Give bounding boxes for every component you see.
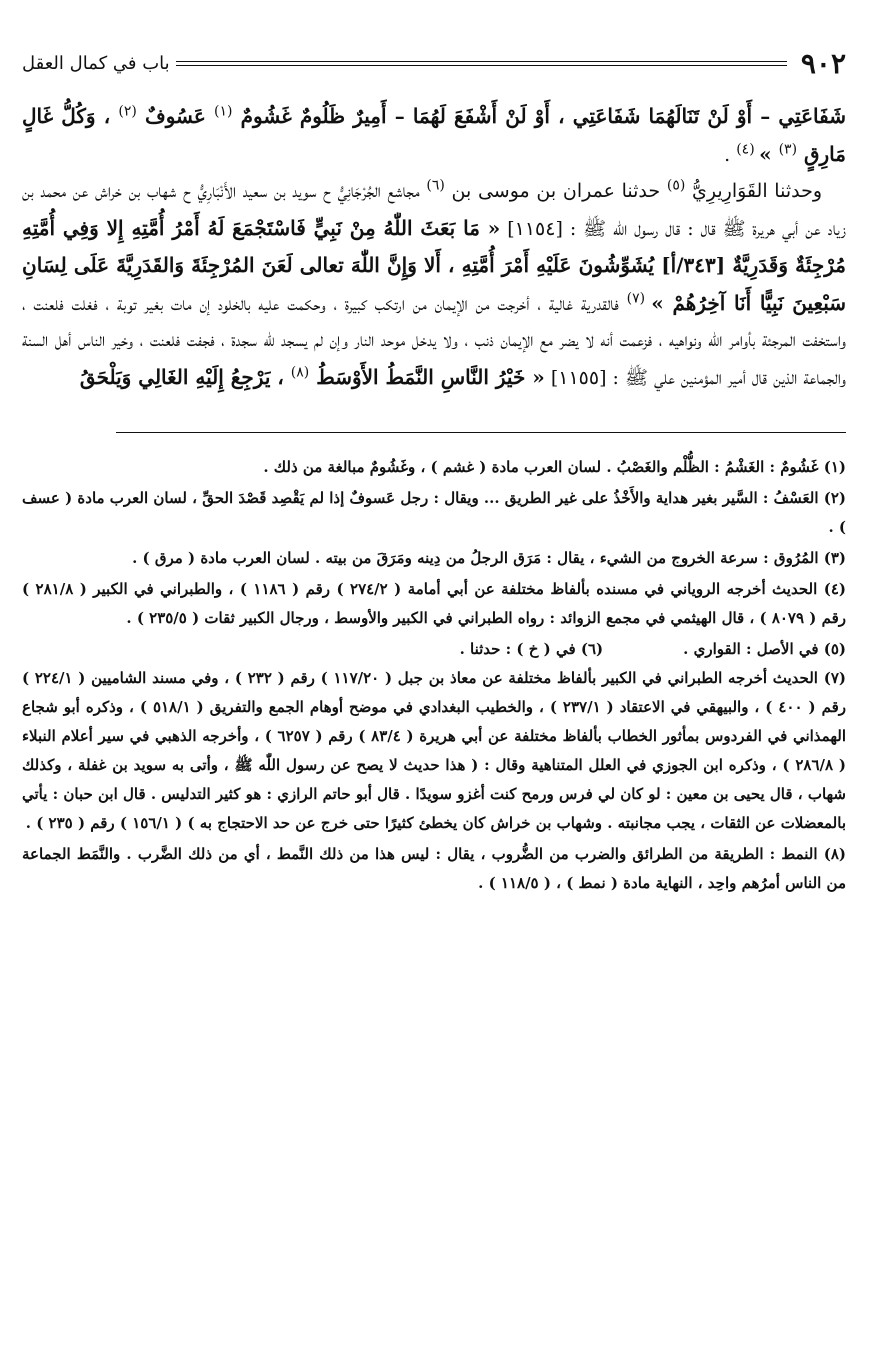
hadith-text: « مَا بَعَثَ اللّٰهُ مِنْ نَبِيٍّ فَاسْتَجْمَعَ لَهُ أَمْرُ أُمَّتِهِ إِلا وَفِي أُمَّتِهِ مُرْجِئَةٌ وَقَدَرِيَّةٌ [٣٤٣/أ] يُشَوِّشُونَ عَلَيْهِ أَمْرَ أُمَّتِهِ ، أَلا وَإِنَّ اللّٰهَ تعالى لَعَنَ المُرْجِئَةَ وَالقَدَرِيَّةَ عَلَى لِسَانِ سَبْعِينَ نَبِيًّا أَنَا آخِرُهُمْ » bbox=[22, 215, 846, 315]
footnote-ref[interactable]: (٤) bbox=[736, 141, 760, 158]
footnote-8: (٨) النمط : الطريقة من الطرائق والضرب من الضُّروب ، يقال : ليس هذا من ذلك النَّمط ، أي من ذلك الضَّرب . والنَّمَط الجماعة من الناس أمرُهم واحِد ، النهاية مادة ( نمط ) ، ( ١١٨/٥ ) . bbox=[22, 845, 846, 892]
footnote-ref[interactable]: (٢) bbox=[118, 103, 137, 120]
hadith-text: ، يَرْجِعُ إِلَيْهِ الغَالِي وَيَلْحَقُ bbox=[79, 364, 291, 389]
footnote-ref[interactable]: (٧) bbox=[626, 290, 652, 307]
footnote-ref[interactable]: (٦) bbox=[426, 177, 445, 194]
footnote-ref[interactable]: (١) bbox=[214, 103, 233, 120]
page-number: ٩٠٢ bbox=[800, 46, 846, 80]
footnote-ref[interactable]: (٨) bbox=[290, 364, 310, 381]
footnotes bbox=[22, 453, 846, 898]
body-text: وحدثنا القَوَارِيرِيُّ bbox=[685, 180, 823, 202]
footnote-separator bbox=[116, 432, 846, 433]
hadith-text: عَسُوفٌ bbox=[136, 104, 214, 128]
hadith-text: » bbox=[759, 141, 779, 166]
footnote-row-5-6 bbox=[22, 635, 846, 664]
main-text bbox=[22, 98, 846, 396]
footnote-ref[interactable]: (٥) bbox=[666, 177, 686, 194]
footnote-4: (٤) الحديث أخرجه الروياني في مسنده بألفاظ مختلفة عن أبي أمامة ( ٢٧٤/٢ ) رقم ( ١١٨٦ ) ، والطبراني في الكبير ( ٢٨١/٨ ) رقم ( ٨٠٧٩ ) ، قال الهيثمي في مجمع الزوائد : رواه الطبراني في الكبير والأوسط ، ورجال الكبير ثقات ( ٢٣٥/٥ ) . bbox=[22, 580, 846, 627]
body-text: مجاشع الجُرْجَانِيُّ ح سويد بن سعيد الأَنْبَارِيُّ ح شهاب بن خراش عن محمد بن زياد عن أبي هريرة ﷺ قال : قال رسول اللّٰه ﷺ : [١١٥٤] bbox=[22, 180, 846, 240]
body-text: فالقدرية غالية ، أخرجت من الإيمان من ارتكب كبيرة ، وحكمت عليه بالخلود إن مات بغير توبة ، فغلت فلعنت ، واستخفت المرجئة بأوامر اللّٰه ونواهيه ، فزعمت أنه لا يضر مع الإيمان ذنب ، ولا يدخل موحد النار وإن لم يسجد للّٰه سجدة ، فجفت فلعنت ، وخير الناس أهل السنة والجماعة الذين قال أمير المؤمنين علي ﷺ : [١١٥٥] bbox=[22, 292, 846, 389]
paragraph-1 bbox=[22, 98, 846, 173]
page-header bbox=[22, 46, 846, 80]
footnote-6: (٦) في ( خ ) : حدثنا . bbox=[459, 640, 604, 658]
footnote-3: (٣) المُرُوق : سرعة الخروج من الشيء ، يقال : مَرَق الرجلُ من دِينه ومَرَقَ من بيته . لسان العرب مادة ( مرق ) . bbox=[132, 549, 846, 567]
chapter-title: باب في كمال العقل bbox=[22, 52, 170, 74]
book-page bbox=[22, 46, 846, 900]
header-rule bbox=[176, 61, 787, 66]
footnote-7: (٧) الحديث أخرجه الطبراني في الكبير بألفاظ مختلفة عن معاذ بن جبل ( ١١٧/٢٠ ) رقم ( ٢٣٢ ) ، وفي مسند الشاميين ( ٢٢٤/١ ) رقم ( ٤٠٠ ) ، والبيهقي في الاعتقاد ( ٢٣٧/١ ) ، والخطيب البغدادي في موضح أوهام الجمع والتفريق ( ٥١٨/١ ) ، وذكره أبو شجاع الهمذاني في الفردوس بمأثور الخطاب بألفاظ مختلفة عن أبي هريرة ( ٨٣/٤ ) رقم ( ٦٢٥٧ ) ، وأخرجه الذهبي في سير أعلام النبلاء ( ٢٨٦/٨ ) ، وذكره ابن الجوزي في العلل المتناهية وقال : ( هذا حديث لا يصح عن رسول اللّٰه ﷺ ، وأتى به سويد بن غفلة ، وكذلك شهاب ، قال يحيى بن معين : لو كان لي فرس ورمح كنت أغزو سويدًا . قال أبو حاتم الرازي : هو كثير التدليس . قال ابن حبان : يأتي بالمعضلات عن الثقات ، يجب مجانبته . وشهاب بن خراش كان يخطئ كثيرًا حتى خرج عن حد الاحتجاج به ) ( ١٥٦/١ ) رقم ( ٢٣٥ ) . bbox=[22, 669, 846, 832]
footnote-2: (٢) العَسْفُ : السَّير بغير هداية والأَخْذُ على غير الطريق ... ويقال : رجل عَسوفٌ إذا لم يَقْصِد قَصْدَ الحقِّ ، لسان العرب مادة ( عسف ) . bbox=[22, 489, 846, 536]
hadith-text: شَفَاعَتِي – أَوْ لَنْ تَنَالَهُمَا شَفَاعَتِي ، أَوْ لَنْ أَشْفَعَ لَهُمَا – أَمِيرٌ ظَلُومٌ غَشُومٌ bbox=[232, 104, 846, 128]
footnote-5: (٥) في الأصل : القواري . bbox=[683, 640, 846, 658]
paragraph-2 bbox=[22, 173, 846, 396]
body-text: حدثنا عمران بن موسى بن bbox=[444, 180, 667, 202]
body-text: . bbox=[724, 143, 737, 166]
footnote-1: (١) غَشُومٌ : الغَشْمُ : الظُّلْم والغَصْبُ . لسان العرب مادة ( غشم ) ، وغَشُومٌ مبالغة من ذلك . bbox=[263, 458, 846, 476]
hadith-text: « خَيْرُ النَّاسِ النَّمَطُ الأَوْسَطُ bbox=[309, 364, 545, 389]
hadith-text: ، وَكُلُّ غَالٍ مَارِقٍ bbox=[22, 104, 846, 166]
footnote-ref[interactable]: (٣) bbox=[778, 141, 798, 158]
